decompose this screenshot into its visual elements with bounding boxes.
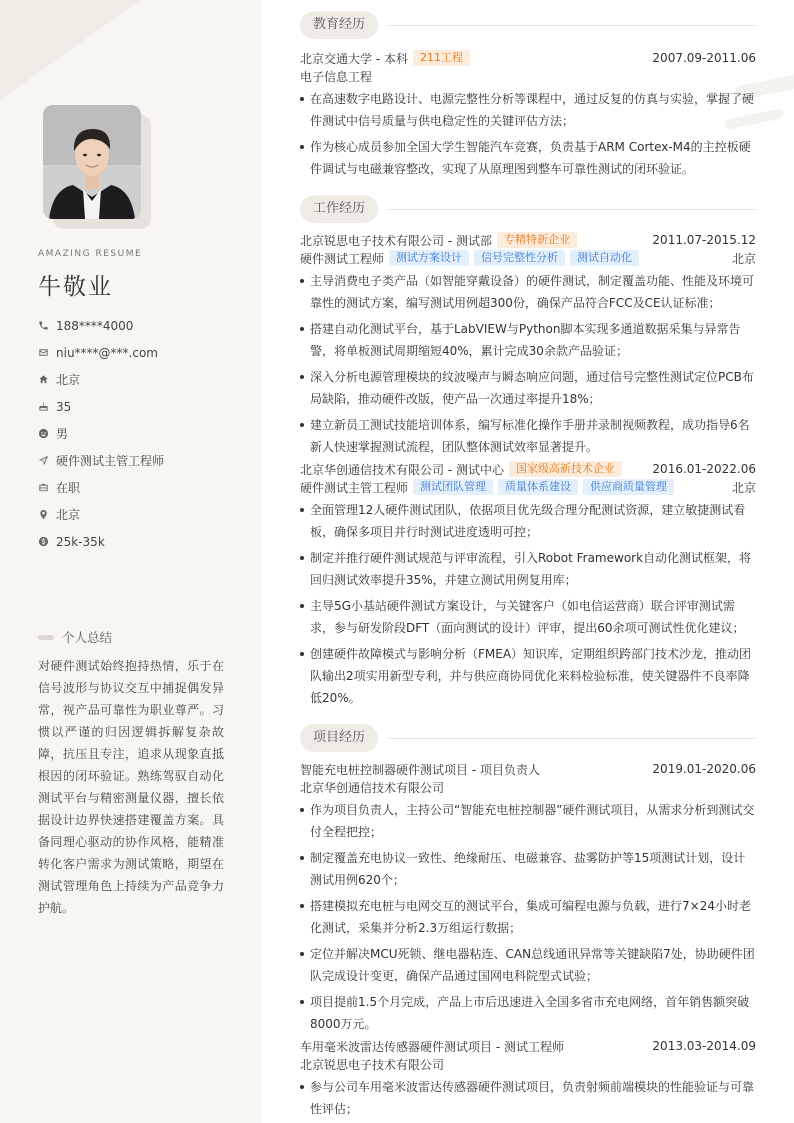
profile-photo xyxy=(43,105,141,219)
section-title: 教育经历 xyxy=(300,11,378,39)
project-name: 车用毫米波雷达传感器硬件测试项目 - 测试工程师 xyxy=(300,1039,564,1054)
work-date: 2016.01-2022.06 xyxy=(652,462,756,476)
briefcase-icon xyxy=(38,482,56,493)
info-text: 硬件测试主管工程师 xyxy=(56,454,165,468)
project-date: 2019.01-2020.06 xyxy=(652,762,756,776)
info-phone xyxy=(38,312,164,339)
project-entry-header xyxy=(300,1037,756,1055)
list-item: 深入分析电源管理模块的纹波噪声与瞬态响应问题，通过信号完整性测试定位PCB布局缺陷，推动硬件改版，使产品一次通过率提升18%； xyxy=(300,366,756,410)
work-entry-header xyxy=(300,460,756,478)
project-date: 2013.03-2014.09 xyxy=(652,1039,756,1053)
list-item: 创建硬件故障模式与影响分析（FMEA）知识库，定期组织跨部门技术沙龙，推动团队输出2项实用新型专利，并与供应商协同优化来料检验标准，使关键器件不良率降低20%。 xyxy=(300,643,756,709)
list-item: 制定并推行硬件测试规范与评审流程，引入Robot Framework自动化测试框架，将回归测试效率提升35%，并建立测试用例复用库； xyxy=(300,547,756,591)
list-item: 主导5G小基站硬件测试方案设计，与关键客户（如电信运营商）联合评审测试需求，参与研发阶段DFT（面向测试的设计）评审，提出60余项可测试性优化建议； xyxy=(300,595,756,639)
work-entry-header xyxy=(300,231,756,249)
company-name: 北京华创通信技术有限公司 - 测试中心 xyxy=(300,462,504,477)
list-item: 在高速数字电路设计、电源完整性分析等课程中，通过反复的仿真与实验，掌握了硬件测试中信号质量与供电稳定性的关键评估方法； xyxy=(300,88,756,132)
list-item: 主导消费电子类产品（如智能穿戴设备）的硬件测试，制定覆盖功能、性能及环境可靠性的测试方案，编写测试用例超300份，确保产品符合FCC及CE认证标准； xyxy=(300,270,756,314)
list-item: 搭建自动化测试平台，基于LabVIEW与Python脚本实现多通道数据采集与异常告警，将单板测试周期缩短40%，累计完成30余款产品验证； xyxy=(300,318,756,362)
skill-tag: 信号完整性分析 xyxy=(474,250,565,266)
list-item: 参与公司车用毫米波雷达传感器硬件测试项目，负责射频前端模块的性能验证与可靠性评估； xyxy=(300,1076,756,1120)
location-icon xyxy=(38,509,56,520)
list-item: 制定覆盖充电协议一致性、绝缘耐压、电磁兼容、盐雾防护等15项测试计划，设计测试用例620个； xyxy=(300,847,756,891)
avatar xyxy=(43,105,141,219)
info-text: niu****@***.com xyxy=(56,345,158,360)
project-company: 北京华创通信技术有限公司 xyxy=(300,780,445,795)
info-text: 男 xyxy=(56,427,69,441)
home-icon xyxy=(38,374,56,385)
company-badge: 专精特新企业 xyxy=(497,232,577,248)
info-text: 25k-35k xyxy=(56,534,105,549)
mail-icon xyxy=(38,347,56,358)
work-bullets xyxy=(300,270,756,458)
project-company-row xyxy=(300,778,756,796)
money-icon xyxy=(38,536,56,547)
section-header xyxy=(300,195,756,223)
position-title: 硬件测试主管工程师 xyxy=(300,480,409,495)
personal-info-list xyxy=(38,312,164,555)
section-header xyxy=(300,724,756,752)
main-content xyxy=(262,0,794,1123)
info-location xyxy=(38,501,164,528)
skill-tag: 测试方案设计 xyxy=(389,250,469,266)
sidebar xyxy=(0,0,262,1123)
info-text: 北京 xyxy=(56,373,81,387)
info-gender xyxy=(38,420,164,447)
info-age xyxy=(38,393,164,420)
section-title: 项目经历 xyxy=(300,724,378,752)
list-item: 作为项目负责人，主持公司“智能充电桩控制器”硬件测试项目，从需求分析到测试交付全程把控； xyxy=(300,799,756,843)
work-section xyxy=(300,195,756,713)
summary-title: 个人总结 xyxy=(62,630,113,645)
education-entry-header xyxy=(300,49,756,67)
section-title: 工作经历 xyxy=(300,195,378,223)
gender-icon xyxy=(38,428,56,439)
major: 电子信息工程 xyxy=(300,69,373,84)
info-text: 35 xyxy=(56,399,72,414)
project-entry-header xyxy=(300,760,756,778)
company-badge: 国家级高新技术企业 xyxy=(509,461,622,477)
work-position-row xyxy=(300,249,756,267)
skill-tag: 测试自动化 xyxy=(570,250,639,266)
skill-tag: 供应商质量管理 xyxy=(583,479,674,495)
projects-section xyxy=(300,724,756,1123)
info-text: 188****4000 xyxy=(56,318,134,333)
info-text: 在职 xyxy=(56,481,81,495)
candidate-name: 牛敬业 xyxy=(38,274,113,300)
skill-tag: 测试团队管理 xyxy=(413,479,493,495)
work-city: 北京 xyxy=(731,480,756,495)
decorative-corner xyxy=(0,0,140,100)
work-date: 2011.07-2015.12 xyxy=(652,233,756,247)
project-company: 北京锐思电子技术有限公司 xyxy=(300,1057,445,1072)
summary-text: 对硬件测试始终抱持热情，乐于在信号波形与协议交互中捕捉偶发异常，视产品可靠性为职业尊严。习惯以严谨的归因逻辑拆解复杂故障，抗压且专注，追求从现象直抵根因的闭环验证。熟练驾驭自动化测试平台与精密测量仪器，擅长依据设计边界快速搭建覆盖方案。具备同理心驱动的协作风格，能精准转化客户需求为测试策略，期望在测试管理角色上持续为产品竞争力护航。 xyxy=(38,659,224,915)
cake-icon xyxy=(38,401,56,412)
education-date: 2007.09-2011.06 xyxy=(652,51,756,65)
work-bullets xyxy=(300,499,756,709)
project-company-row xyxy=(300,1055,756,1073)
work-city: 北京 xyxy=(731,251,756,266)
send-icon xyxy=(38,455,56,466)
school-name: 北京交通大学 - 本科 xyxy=(300,51,408,66)
list-item: 定位并解决MCU死锁、继电器粘连、CAN总线通讯异常等关键缺陷7处，协助硬件团队完成设计变更，确保产品通过国网电科院型式试验； xyxy=(300,943,756,987)
summary-header xyxy=(38,628,112,646)
education-section xyxy=(300,11,756,184)
info-home xyxy=(38,366,164,393)
project-bullets xyxy=(300,799,756,1035)
section-divider xyxy=(388,25,756,26)
education-bullets xyxy=(300,88,756,180)
education-major-row xyxy=(300,67,756,85)
list-item: 建立新员工测试技能培训体系，编写标准化操作手册并录制视频教程，成功指导6名新人快速掌握测试流程，团队整体测试效率显著提升。 xyxy=(300,414,756,458)
company-name: 北京锐思电子技术有限公司 - 测试部 xyxy=(300,233,492,248)
info-position xyxy=(38,447,164,474)
info-text: 北京 xyxy=(56,508,81,522)
list-item: 全面管理12人硬件测试团队，依据项目优先级合理分配测试资源，建立敏捷测试看板，确保多项目并行时测试进度透明可控； xyxy=(300,499,756,543)
section-header xyxy=(300,11,756,39)
info-status xyxy=(38,474,164,501)
project-bullets xyxy=(300,1076,756,1120)
position-title: 硬件测试工程师 xyxy=(300,251,385,266)
section-divider xyxy=(388,209,756,210)
skill-tag: 质量体系建设 xyxy=(498,479,578,495)
phone-icon xyxy=(38,320,56,331)
list-item: 项目提前1.5个月完成，产品上市后迅速进入全国多省市充电网络，首年销售额突破8000万元。 xyxy=(300,991,756,1035)
info-salary xyxy=(38,528,164,555)
list-item: 搭建模拟充电桩与电网交互的测试平台，集成可编程电源与负载，进行7×24小时老化测试，采集并分析2.3万组运行数据； xyxy=(300,895,756,939)
list-item: 作为核心成员参加全国大学生智能汽车竞赛，负责基于ARM Cortex-M4的主控板硬件调试与电磁兼容整改，实现了从原理图到整车可靠性测试的闭环验证。 xyxy=(300,136,756,180)
work-position-row xyxy=(300,478,756,496)
info-email xyxy=(38,339,164,366)
school-badge: 211工程 xyxy=(413,50,470,66)
resume-tagline: AMAZING RESUME xyxy=(38,249,143,259)
summary-bar-decoration xyxy=(38,635,54,640)
section-divider xyxy=(388,738,756,739)
project-name: 智能充电桩控制器硬件测试项目 - 项目负责人 xyxy=(300,762,540,777)
